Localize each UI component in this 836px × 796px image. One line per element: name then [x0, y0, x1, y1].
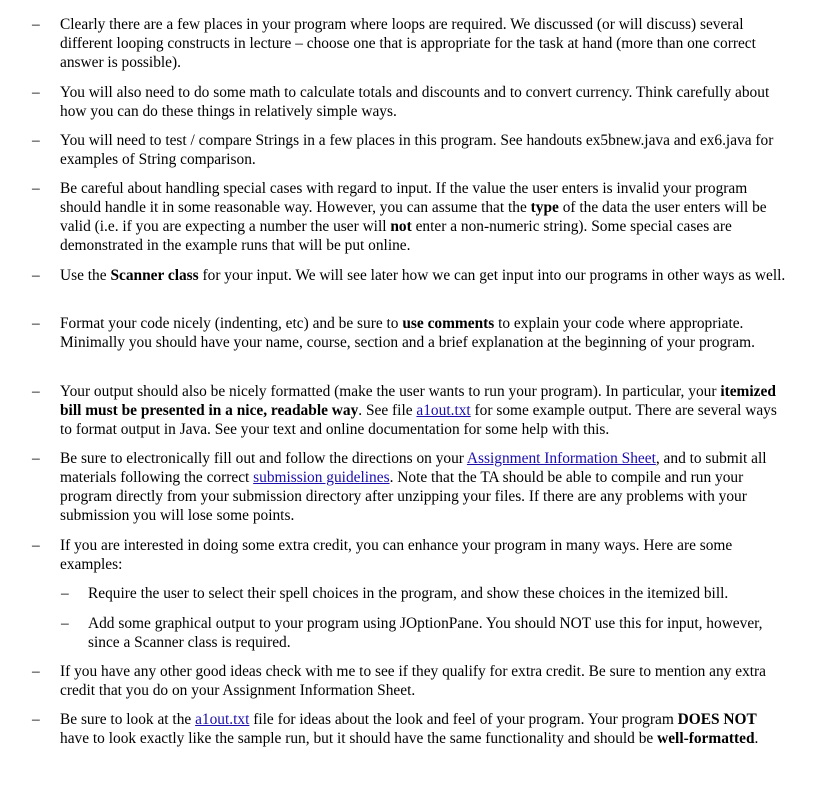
item-text: You will need to test / compare Strings in a few places in this program. See handouts ex5bnew.java and ex6.java for examples of String comparison. — [60, 132, 774, 168]
a1out-link[interactable]: a1out.txt — [195, 711, 250, 728]
sub-list-item — [61, 615, 788, 653]
bullet-dash: – — [32, 180, 40, 197]
emphasis-not: not — [390, 217, 412, 235]
list-item — [32, 132, 788, 170]
emphasis-type: type — [530, 198, 559, 216]
item-text: for your input. We will see later how we can get input into our programs in other ways as well. — [198, 267, 786, 284]
bullet-dash: – — [32, 383, 40, 400]
bullet-dash: – — [32, 450, 40, 467]
item-text: Format your code nicely (indenting, etc) and be sure to — [60, 315, 403, 332]
item-text: . — [754, 729, 759, 747]
list-item — [32, 711, 788, 749]
item-text: Be sure to electronically fill out and follow the directions on your — [60, 450, 467, 467]
emphasis-comments: use comments — [402, 315, 495, 332]
bullet-dash: – — [32, 267, 40, 284]
item-text: to explain your code where appropriate. Minimally you should have your name, course, section and a brief explanation at the beginning of your program. — [60, 315, 755, 351]
bullet-dash: – — [32, 711, 40, 728]
item-text: If you are interested in doing some extra credit, you can enhance your program in many ways. Here are some examples: — [60, 537, 733, 573]
emphasis-does-not: DOES NOT — [677, 711, 757, 728]
item-text: . Note that the TA should be able to compile and run your program directly from your submission directory after unzipping your files. If there are any problems with your submission you will lose some points. — [60, 468, 747, 524]
bullet-dash: – — [61, 585, 69, 602]
item-text: Be careful about handling special cases with regard to input. If the value the user enters is invalid your program should handle it in some reasonable way. However, you can assume that the — [60, 180, 748, 216]
bullet-dash: – — [32, 16, 40, 33]
bullet-dash: – — [32, 132, 40, 149]
bullet-dash: – — [61, 615, 69, 632]
list-item — [32, 663, 788, 701]
assignment-info-sheet-link[interactable]: Assignment Information Sheet — [466, 450, 656, 467]
submission-guidelines-link[interactable]: submission guidelines — [253, 468, 390, 486]
list-item — [32, 16, 788, 73]
emphasis-well-formatted: well-formatted — [657, 729, 755, 747]
list-item — [32, 84, 788, 122]
a1out-link[interactable]: a1out.txt — [416, 401, 471, 419]
emphasis-itemized-bill: itemized bill must be presented in a nice, readable way — [60, 383, 776, 419]
list-item — [32, 180, 788, 256]
list-item — [32, 315, 788, 353]
item-text: enter a non-numeric string). Some special cases are demonstrated in the example runs that will be put online. — [60, 217, 732, 254]
sub-list-item — [61, 585, 788, 604]
item-text: Your output should also be nicely formatted (make the user wants to run your program). In particular, your — [60, 383, 721, 400]
item-text: of the data the user enters will be valid (i.e. if you are expecting a number the user will — [60, 198, 767, 235]
item-text: . See file — [358, 401, 417, 419]
bullet-dash: – — [32, 537, 40, 554]
item-text: Use the — [60, 267, 111, 284]
list-item — [32, 537, 788, 575]
item-text: You will also need to do some math to calculate totals and discounts and to convert currency. Think carefully about how you can do these things in relatively simple ways. — [60, 84, 770, 120]
item-text: Clearly there are a few places in your program where loops are required. We discussed (or will discuss) several different looping constructs in lecture – choose one that is appropriate for the task at hand (more than one correct answer is possible). — [60, 16, 756, 71]
item-text: file for ideas about the look and feel of your program. Your program — [249, 711, 678, 728]
item-text: If you have any other good ideas check with me to see if they qualify for extra credit. Be sure to mention any extra credit that you do on your Assignment Information Sheet. — [60, 663, 767, 699]
item-text: Add some graphical output to your program using JOptionPane. You should NOT use this for input, however, since a Scanner class is required. — [88, 615, 763, 651]
list-item — [32, 267, 788, 286]
item-text: , and to submit all materials following the correct — [60, 450, 767, 486]
item-text: for some example output. There are several ways to format output in Java. See your text and online documentation for some help with this. — [60, 401, 777, 438]
list-item — [32, 383, 788, 440]
list-item — [32, 450, 788, 526]
bullet-dash: – — [32, 84, 40, 101]
bullet-dash: – — [32, 315, 40, 332]
item-text: have to look exactly like the sample run, but it should have the same functionality and should be — [60, 729, 658, 747]
item-text: Be sure to look at the — [60, 711, 196, 728]
emphasis-scanner: Scanner class — [110, 267, 199, 284]
item-text: Require the user to select their spell choices in the program, and show these choices in the itemized bill. — [88, 585, 729, 602]
bullet-dash: – — [32, 663, 40, 680]
